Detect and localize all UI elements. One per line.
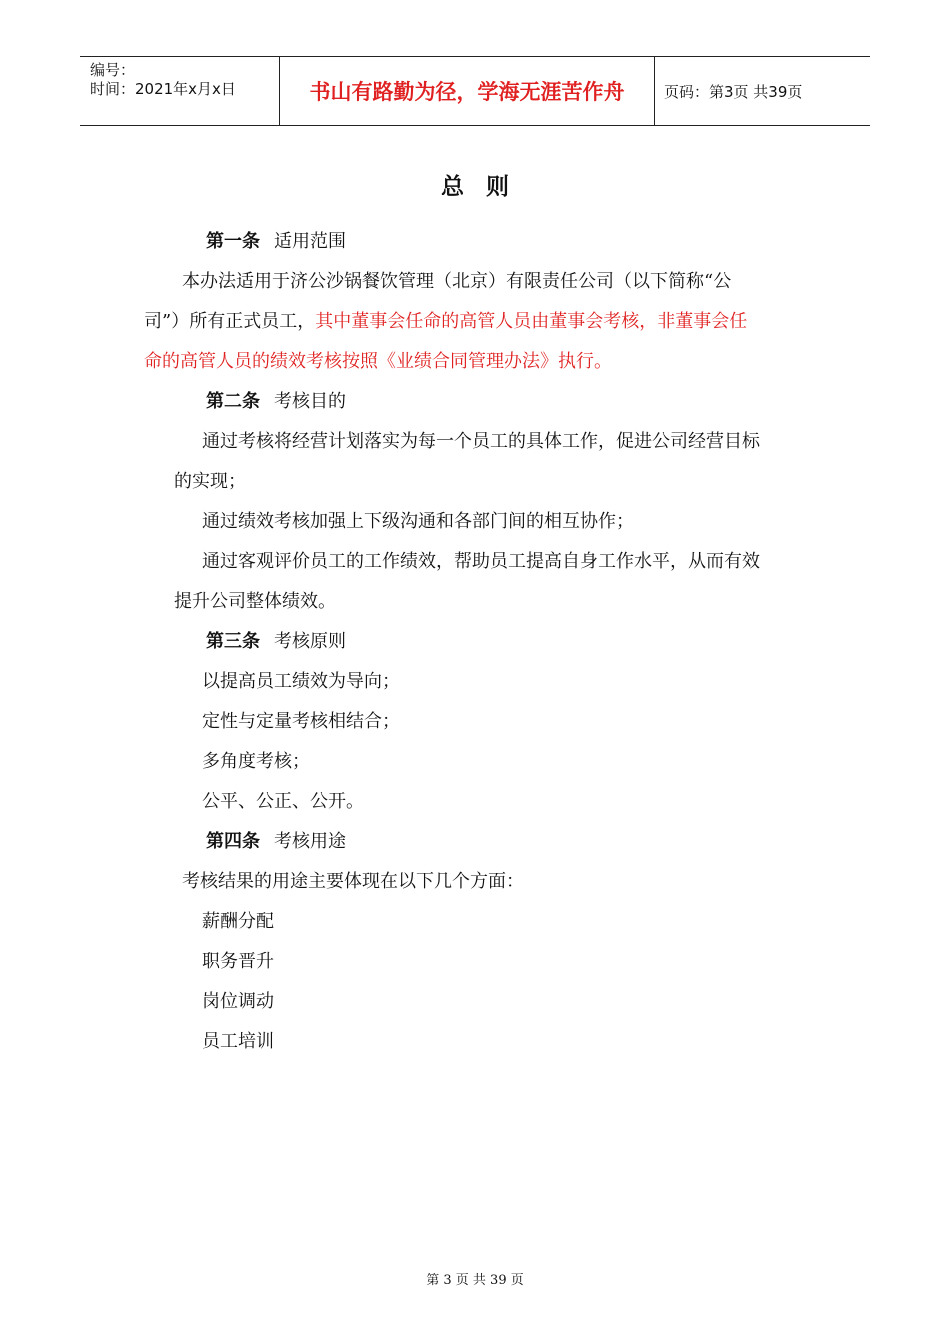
article1-p1-line3: 命的高管人员的绩效考核按照《业绩合同管理办法》执行。 bbox=[144, 351, 612, 372]
list-item: 定性与定量考核相结合； bbox=[202, 711, 400, 732]
text-red: 其中董事会任命的高管人员由董事会考核，非董事会任 bbox=[315, 311, 748, 332]
number-label: 编号： bbox=[90, 61, 136, 79]
article-heading-text: 考核目的 bbox=[274, 391, 346, 412]
article2-p3-line1: 通过客观评价员工的工作绩效，帮助员工提高自身工作水平，从而有效 bbox=[202, 551, 760, 572]
article3-heading bbox=[206, 630, 346, 654]
article-heading-text: 考核用途 bbox=[274, 831, 346, 852]
article2-p3-line2: 提升公司整体绩效。 bbox=[174, 591, 336, 612]
time-label: 时间：2021年x月x日 bbox=[90, 80, 236, 98]
article-label: 第一条 bbox=[206, 231, 260, 252]
list-item: 职务晋升 bbox=[202, 951, 274, 972]
article4-intro: 考核结果的用途主要体现在以下几个方面： bbox=[182, 871, 524, 892]
list-item: 多角度考核； bbox=[202, 751, 310, 772]
article4-heading bbox=[206, 830, 346, 854]
article1-heading bbox=[206, 230, 346, 254]
article2-p1-line1: 通过考核将经营计划落实为每一个员工的具体工作，促进公司经营目标 bbox=[202, 431, 760, 452]
header-table bbox=[80, 56, 870, 126]
article2-p1-line2: 的实现； bbox=[174, 471, 246, 492]
article-heading-text: 考核原则 bbox=[274, 631, 346, 652]
page-footer: 第 3 页 共 39 页 bbox=[426, 1273, 524, 1288]
article-label: 第三条 bbox=[206, 631, 260, 652]
article-label: 第二条 bbox=[206, 391, 260, 412]
list-item: 岗位调动 bbox=[202, 991, 274, 1012]
list-item: 员工培训 bbox=[202, 1031, 274, 1052]
text-black: 司”）所有正式员工， bbox=[144, 311, 316, 332]
article2-p2: 通过绩效考核加强上下级沟通和各部门间的相互协作； bbox=[202, 511, 634, 532]
article-heading-text: 适用范围 bbox=[274, 231, 346, 252]
list-item: 以提高员工绩效为导向； bbox=[202, 671, 400, 692]
article2-heading bbox=[206, 390, 346, 414]
article1-p1-line1: 本办法适用于济公沙锅餐饮管理（北京）有限责任公司（以下简称“公 bbox=[182, 271, 732, 292]
article1-p1-line2 bbox=[144, 310, 747, 334]
header-page-info: 页码：第3页 共39页 bbox=[664, 82, 803, 101]
list-item: 薪酬分配 bbox=[202, 911, 274, 932]
header-meta bbox=[80, 57, 280, 125]
article-label: 第四条 bbox=[206, 831, 260, 852]
page-title: 总则 bbox=[441, 174, 531, 200]
list-item: 公平、公正、公开。 bbox=[202, 791, 364, 812]
header-motto: 书山有路勤为径，学海无涯苦作舟 bbox=[280, 57, 655, 125]
